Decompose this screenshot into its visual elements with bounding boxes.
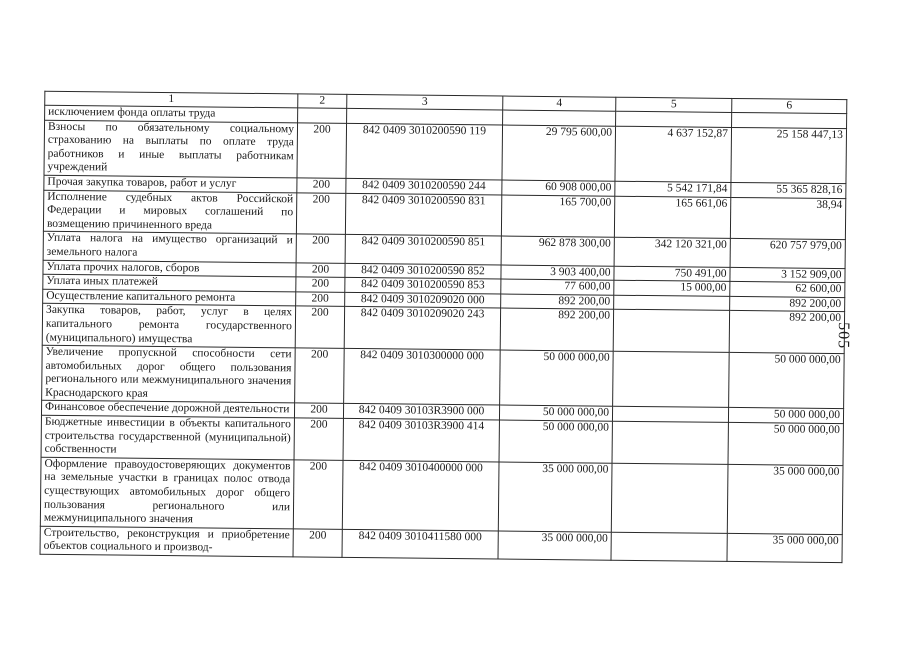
row-value-col6-cell: 892 200,00: [730, 296, 845, 312]
row-value-col4-cell: 50 000 000,00: [500, 350, 614, 407]
row-kbk-cell: 842 0409 3010200590 119: [346, 123, 503, 180]
row-value-col6-cell: 50 000 000,00: [728, 422, 843, 465]
row-kbk-cell: 842 0409 3010209020 000: [345, 292, 501, 308]
row-code-cell: 200: [294, 403, 343, 418]
budget-table: [40, 91, 848, 563]
row-value-col6-cell: 38,94: [730, 197, 845, 240]
row-value-col5-cell: 342 120 321,00: [614, 238, 730, 267]
row-value-col4-cell: 50 000 000,00: [499, 420, 612, 463]
row-name-cell: Прочая закупка товаров, работ и услуг: [44, 175, 297, 192]
row-value-col5-cell: [612, 407, 728, 423]
row-code-cell: 200: [293, 529, 342, 558]
row-code-cell: [298, 108, 347, 123]
row-kbk-cell: 842 0409 3010300000 000: [344, 348, 501, 405]
row-value-col6-cell: 3 152 909,00: [730, 267, 845, 283]
table-row: [44, 120, 847, 184]
row-value-col6-cell: 50 000 000,00: [728, 408, 843, 424]
row-value-col4-cell: 77 600,00: [501, 279, 614, 295]
row-kbk-cell: 842 0409 3010200590 852: [345, 263, 501, 279]
row-kbk-cell: 842 0409 3010200590 853: [345, 278, 501, 294]
row-value-col6-cell: 35 000 000,00: [727, 464, 843, 534]
column-header-1: 1: [45, 91, 298, 108]
row-value-col4-cell: 3 903 400,00: [501, 265, 614, 281]
row-kbk-cell: 842 0409 3010400000 000: [342, 460, 499, 531]
row-kbk-cell: 842 0409 3010200590 851: [345, 235, 501, 265]
row-code-cell: 200: [296, 277, 345, 292]
row-value-col6-cell: 620 757 979,00: [730, 239, 845, 268]
row-value-col6-cell: [732, 112, 847, 128]
row-value-col4-cell: 29 795 600,00: [502, 125, 616, 182]
row-name-cell: Уплата налога на имущество организаций и земельного налога: [43, 232, 296, 263]
row-code-cell: 200: [295, 348, 345, 404]
row-kbk-cell: 842 0409 3010200590 831: [345, 193, 501, 236]
row-value-col5-cell: [612, 421, 728, 464]
row-value-col4-cell: 35 000 000,00: [498, 531, 611, 560]
row-value-col5-cell: [614, 295, 730, 311]
row-name-cell: Осуществление капитального ремонта: [43, 289, 296, 306]
table-body: [40, 105, 847, 562]
row-value-col4-cell: 35 000 000,00: [498, 462, 612, 532]
column-header-2: 2: [298, 94, 347, 109]
column-header-5: 5: [616, 97, 732, 112]
row-value-col5-cell: 15 000,00: [614, 280, 730, 296]
row-code-cell: 200: [297, 178, 346, 193]
row-value-col5-cell: [613, 351, 730, 408]
row-name-cell: Закупка товаров, работ, услуг в целях капитального ремонта государственного (муниципального) имущества: [42, 304, 295, 348]
row-value-col5-cell: [613, 310, 729, 353]
row-code-cell: 200: [296, 292, 345, 307]
row-value-col4-cell: 962 878 300,00: [501, 236, 614, 265]
row-value-col5-cell: [611, 532, 727, 561]
row-code-cell: 200: [296, 192, 345, 234]
row-value-col6-cell: 50 000 000,00: [729, 353, 845, 410]
row-value-col6-cell: 892 200,00: [729, 311, 844, 354]
row-value-col5-cell: 4 637 152,87: [615, 126, 732, 183]
row-name-cell: Оформление правоудостоверяющих документов на земельные участки в границах полос отвода существующих автомобильных дорог общего пользования регионального или межмуниципального значения: [40, 457, 294, 529]
row-name-cell: Бюджетные инвестиции в объекты капитального строительства государственной (муниципальной) собственности: [41, 415, 294, 459]
row-value-col4-cell: [503, 110, 616, 126]
row-value-col6-cell: 55 365 828,16: [731, 182, 846, 198]
table-row: [42, 345, 845, 409]
page-number: 505: [834, 322, 852, 350]
row-value-col4-cell: 892 200,00: [501, 294, 614, 310]
row-name-cell: Исполнение судебных актов Российской Федерации и мировых соглашений по возмещению причиненного вреда: [43, 190, 296, 234]
row-name-cell: исключением фонда оплаты труда: [45, 105, 298, 122]
row-value-col5-cell: 750 491,00: [614, 266, 730, 282]
row-value-col5-cell: [616, 111, 732, 127]
row-kbk-cell: 842 0409 3010411580 000: [342, 529, 498, 559]
row-value-col5-cell: [611, 463, 728, 533]
table-row: [40, 457, 843, 534]
row-code-cell: 200: [296, 262, 345, 277]
column-header-3: 3: [347, 94, 503, 110]
row-value-col5-cell: 165 661,06: [614, 196, 730, 239]
row-code-cell: 200: [293, 460, 343, 529]
row-name-cell: Уплата иных платежей: [43, 274, 296, 291]
row-value-col6-cell: 35 000 000,00: [727, 533, 842, 562]
row-value-col5-cell: 5 542 171,84: [615, 181, 731, 197]
row-kbk-cell: 842 0409 30103R3900 000: [343, 404, 499, 420]
row-kbk-cell: 842 0409 30103R3900 414: [343, 418, 499, 461]
row-name-cell: Финансовое обеспечение дорожной деятельности: [41, 401, 294, 418]
row-code-cell: 200: [297, 122, 347, 178]
row-value-col6-cell: 62 600,00: [730, 282, 845, 298]
row-kbk-cell: 842 0409 3010200590 244: [346, 178, 502, 194]
row-name-cell: Уплата прочих налогов, сборов: [43, 260, 296, 277]
column-header-4: 4: [503, 96, 616, 111]
row-code-cell: 200: [294, 418, 343, 460]
row-name-cell: Строительство, реконструкция и приобретение объектов социального и производ-: [40, 526, 293, 557]
column-header-6: 6: [732, 98, 847, 113]
row-value-col4-cell: 50 000 000,00: [499, 405, 612, 421]
row-name-cell: Взносы по обязательному социальному страхованию на выплаты по оплате труда работников и иные выплаты работникам учреждений: [44, 120, 298, 178]
row-code-cell: 200: [296, 234, 345, 263]
row-value-col4-cell: 892 200,00: [500, 308, 613, 351]
row-value-col6-cell: 25 158 447,13: [731, 127, 847, 184]
row-kbk-cell: 842 0409 3010209020 243: [344, 307, 500, 350]
row-value-col4-cell: 165 700,00: [501, 195, 614, 238]
row-kbk-cell: [347, 108, 503, 124]
row-value-col4-cell: 60 908 000,00: [502, 180, 615, 196]
row-code-cell: 200: [295, 306, 344, 348]
row-name-cell: Увеличение пропускной способности сети автомобильных дорог общего пользования регионального или межмуниципального значения Краснодарского края: [42, 345, 296, 403]
